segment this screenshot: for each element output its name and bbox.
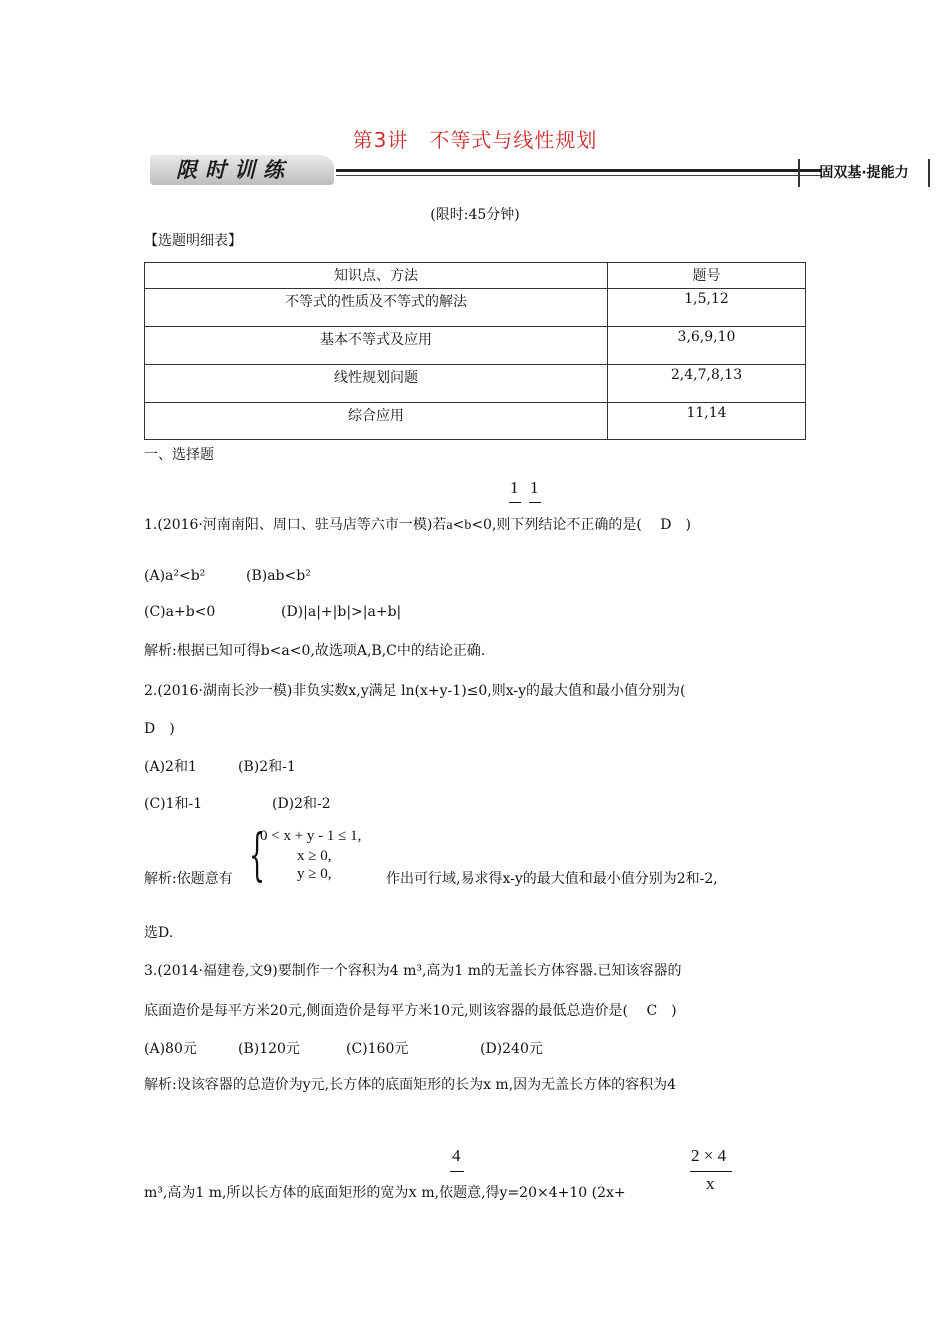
q3-analysis-part-b: m,依题意,得y=20×4+10 (2x+ xyxy=(416,1185,626,1201)
header-topic: 知识点、方法 xyxy=(145,263,608,289)
q2-option-d: (D)2和-2 xyxy=(272,796,331,812)
q3-analysis-part-a: m³,高为1 m,所以长方体的底面矩形的宽为 xyxy=(144,1185,409,1201)
q2-option-a: (A)2和1 xyxy=(144,759,197,775)
q2-system-line-2: x ≥ 0, xyxy=(297,848,332,864)
q1-frac-den-2: b xyxy=(464,518,472,533)
q3-frac1-numerator: 4 xyxy=(452,1146,461,1165)
banner-divider-thin xyxy=(336,175,822,176)
banner-right-label: 固双基·提能力 xyxy=(798,159,930,187)
section-heading: 一、选择题 xyxy=(144,447,214,463)
cell-number: 11,14 xyxy=(608,403,806,440)
q3-frac2-numerator: 2 × 4 xyxy=(691,1146,727,1165)
time-limit: (限时:45分钟) xyxy=(430,207,520,223)
page-title: 第3讲 不等式与线性规划 xyxy=(352,128,598,152)
q1-stem-before: 1.(2016·河南南阳、周口、驻马店等六市一模)若 xyxy=(144,517,447,533)
table-row xyxy=(145,403,806,440)
fraction-bar xyxy=(529,502,541,503)
cell-number: 2,4,7,8,13 xyxy=(608,365,806,403)
table-caption: 【选题明细表】 xyxy=(144,233,242,249)
q2-system-line-1: 0 < x + y - 1 ≤ 1, xyxy=(260,828,362,844)
q3-frac2-denominator: x xyxy=(706,1174,715,1193)
q1-stem-after: <0,则下列结论不正确的是( D ) xyxy=(471,517,691,533)
q1-frac-numerator-1: 1 xyxy=(510,478,519,497)
table-row xyxy=(145,289,806,327)
q2-system-line-3: y ≥ 0, xyxy=(297,866,332,882)
q3-frac1-denominator: x xyxy=(408,1182,417,1201)
q1-frac-numerator-2: 1 xyxy=(530,478,539,497)
question-3-stem: 3.(2014·福建卷,文9)要制作一个容积为4 m³,高为1 m的无盖长方体容器.已知该容器的 xyxy=(144,963,682,979)
q2-option-b: (B)2和-1 xyxy=(238,759,296,775)
q2-analysis-cont: 选D. xyxy=(144,925,174,941)
banner-divider xyxy=(336,169,822,172)
cell-topic: 综合应用 xyxy=(145,403,608,440)
topic-table xyxy=(144,262,806,440)
cell-topic: 基本不等式及应用 xyxy=(145,327,608,365)
q1-analysis: 解析:根据已知可得b<a<0,故选项A,B,C中的结论正确. xyxy=(144,643,486,659)
cell-number: 1,5,12 xyxy=(608,289,806,327)
table-row xyxy=(145,327,806,365)
table-row xyxy=(145,365,806,403)
q1-option-b: (B)ab<b² xyxy=(246,568,311,584)
q3-option-a: (A)80元 xyxy=(144,1041,197,1057)
question-2-stem: 2.(2016·湖南长沙一模)非负实数x,y满足 ln(x+y-1)≤0,则x-y的最大值和最小值分别为( xyxy=(144,683,686,699)
banner-label: 限时训练 xyxy=(150,155,334,185)
q3-option-d: (D)240元 xyxy=(480,1041,543,1057)
question-2-stem-cont: D ) xyxy=(144,721,175,737)
q1-option-d: (D)|a|+|b|>|a+b| xyxy=(281,604,402,620)
q1-frac-den-1: a xyxy=(446,518,453,533)
fraction-bar xyxy=(450,1171,464,1172)
q1-option-a: (A)a²<b² xyxy=(144,568,206,584)
cell-topic: 不等式的性质及不等式的解法 xyxy=(145,289,608,327)
fraction-bar xyxy=(690,1171,732,1172)
q3-analysis: 解析:设该容器的总造价为y元,长方体的底面矩形的长为x m,因为无盖长方体的容积为4 xyxy=(144,1077,677,1093)
q3-option-c: (C)160元 xyxy=(346,1041,409,1057)
cell-number: 3,6,9,10 xyxy=(608,327,806,365)
q3-option-b: (B)120元 xyxy=(238,1041,300,1057)
q2-analysis: 作出可行域,易求得x-y的最大值和最小值分别为2和-2, xyxy=(386,871,718,887)
table-header-row xyxy=(145,263,806,289)
brace-symbol: { xyxy=(249,823,266,888)
q3-analysis-cont xyxy=(144,1182,626,1202)
q2-analysis-label: 解析:依题意有 xyxy=(144,871,233,887)
header-number: 题号 xyxy=(608,263,806,289)
cell-topic: 线性规划问题 xyxy=(145,365,608,403)
q2-option-c: (C)1和-1 xyxy=(144,796,203,812)
q1-option-c: (C)a+b<0 xyxy=(144,604,216,620)
question-1-stem: 1.(2016·河南南阳、周口、驻马店等六市一模)若a<b<0,则下列结论不正确的是( D ) xyxy=(144,517,691,533)
fraction-bar xyxy=(509,502,521,503)
section-banner xyxy=(146,153,930,193)
question-3-stem-cont: 底面造价是每平方米20元,侧面造价是每平方米10元,则该容器的最低总造价是( C ) xyxy=(144,1003,677,1019)
